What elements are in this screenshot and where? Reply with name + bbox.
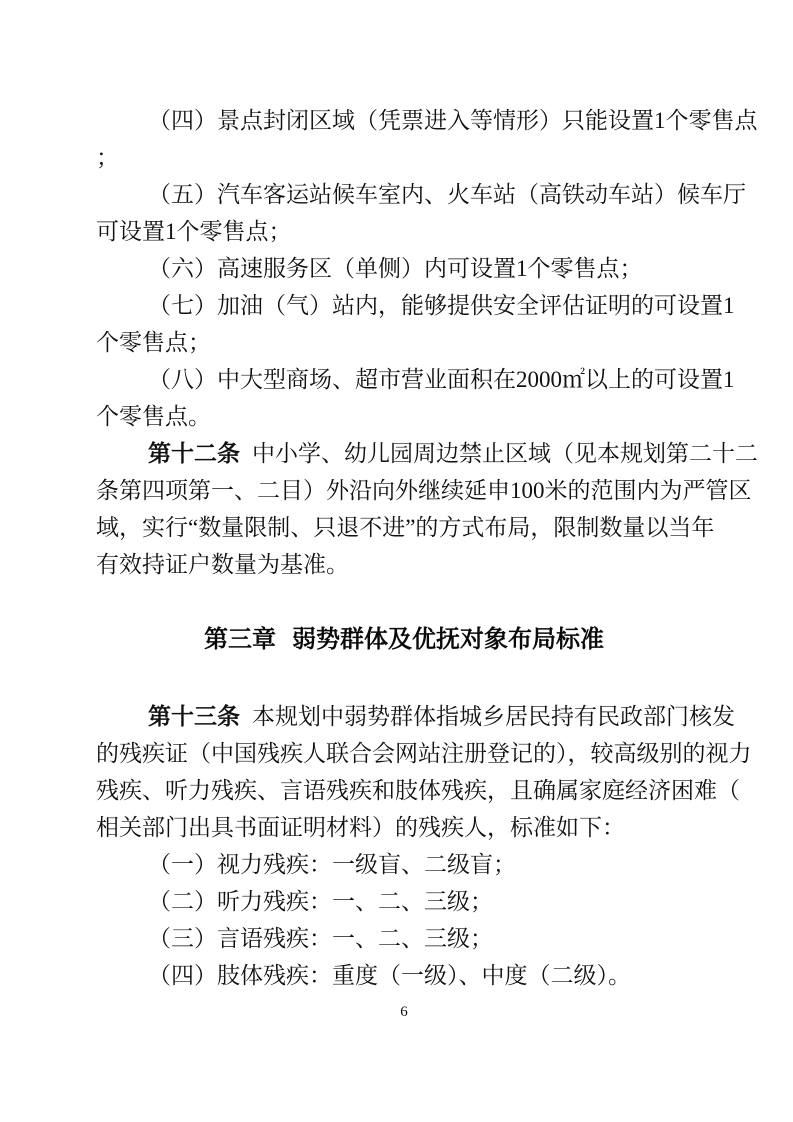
line-text: 域，实行“数量限制、只退不进”的方式布局，限制数量以当年 [96,515,715,540]
text-line [96,883,736,920]
line-text: （六）高速服务区（单侧）内可设置1个零售点； [148,256,643,281]
body-block-upper [96,102,758,583]
text-line [96,472,752,509]
text-line [96,102,758,139]
text-line [96,809,736,846]
line-text: （一）视力残疾：一级盲、二级盲； [148,852,516,877]
line-text: ； [96,145,119,170]
chapter-heading [96,621,712,659]
line-text: 残疾、听力残疾、言语残疾和肢体残疾，且确属家庭经济困难（ [96,778,740,803]
text-line [96,324,736,361]
chapter-number: 第三章 [204,626,276,653]
text-line [96,772,740,809]
line-text: 本规划中弱势群体指城乡居民持有民政部门核发 [252,704,735,729]
text-line [96,920,736,957]
line-text: （七）加油（气）站内，能够提供安全评估证明的可设置1 [148,293,735,318]
line-text: 相关部门出具书面证明材料）的残疾人，标准如下： [96,815,625,840]
text-line [96,398,736,435]
line-text: （四）肢体残疾：重度（一级）、中度（二级）。 [148,963,631,988]
article-12-first-line [96,435,758,472]
text-line [96,361,736,398]
text-line [96,846,736,883]
line-text: 中小学、幼儿园周边禁止区域（见本规划第二十二 [252,441,758,466]
chapter-title: 弱势群体及优抚对象布局标准 [292,626,604,653]
text-line [96,546,736,583]
article-13-first-line [96,698,736,735]
text-line [96,287,736,324]
line-text: 可设置1个零售点； [96,219,292,244]
text-line [96,735,752,772]
text-line [96,176,746,213]
text-line [96,509,736,546]
line-text: 的残疾证（中国残疾人联合会网站注册登记的），较高级别的视力 [96,741,752,766]
line-text: （二）听力残疾：一、二、三级； [148,889,493,914]
line-text: （四）景点封闭区域（凭票进入等情形）只能设置1个零售点 [148,108,758,133]
text-line [96,213,736,250]
line-text: 个零售点； [96,330,211,355]
line-text: （五）汽车客运站候车室内、火车站（高铁动车站）候车厅 [148,182,746,207]
line-text: 有效持证户数量为基准。 [96,552,349,577]
page-number: 6 [400,1004,408,1020]
line-text: （三）言语残疾：一、二、三级； [148,926,493,951]
line-text: （八）中大型商场、超市营业面积在2000㎡以上的可设置1 [148,367,735,392]
line-text: 条第四项第一、二目）外沿向外继续延申100米的范围内为严管区 [96,478,752,503]
text-line [96,957,736,994]
text-line [96,250,736,287]
text-line [96,139,736,176]
body-block-lower [96,698,752,994]
article-12-number: 第十二条 [148,441,240,466]
article-13-number: 第十三条 [148,704,240,729]
line-text: 个零售点。 [96,404,211,429]
